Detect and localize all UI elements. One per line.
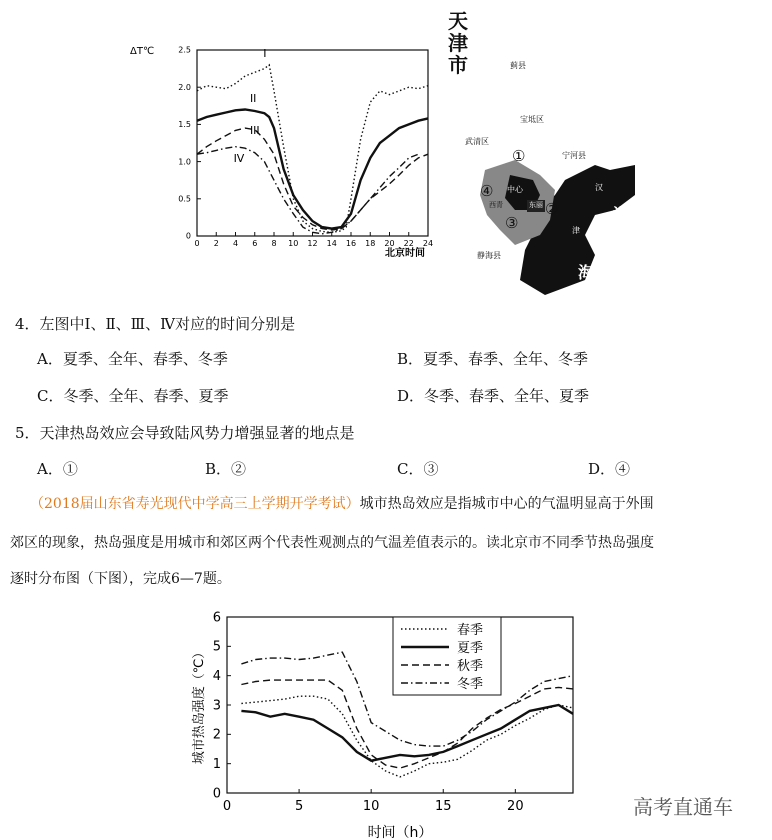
q4-option-b[interactable]: B．夏季、春季、全年、冬季 [397, 350, 589, 368]
q5-option-b[interactable]: B．② [205, 460, 247, 478]
f1-xlabel: 北京时间 [385, 248, 425, 259]
map-label-ninghe: 宁河县 [562, 151, 586, 160]
f1-xtick-label-10: 20 [384, 239, 395, 248]
f1-frame [197, 50, 428, 236]
passage-text-1: 城市热岛效应是指城市中心的气温明显高于外围 [359, 496, 654, 512]
map-label-bo: 渤 [613, 205, 630, 224]
watermark: 高考直通车 [633, 795, 733, 819]
f1-series-label-2: III [249, 124, 260, 138]
f1-ytick-label-5: 2.5 [178, 45, 191, 55]
f1-series-0 [197, 65, 428, 232]
f1-ytick-label-4: 2.0 [178, 82, 191, 92]
f1-ytick-label-2: 1.0 [178, 157, 191, 167]
map-title: 天津市 [448, 9, 468, 77]
f1-series-label-0: I [263, 47, 267, 61]
f2-xlabel: 时间（h） [367, 825, 433, 840]
f1-xtick-label-11: 22 [403, 239, 414, 248]
f1-series-label-1: II [249, 92, 257, 106]
f1-series-2 [197, 128, 428, 230]
f1-xtick-label-2: 4 [232, 239, 239, 248]
f1-xtick-label-3: 6 [252, 239, 258, 248]
f2-ylabel: 城市热岛强度（℃） [192, 645, 207, 765]
f1-xtick-label-9: 18 [365, 239, 376, 248]
f1-ylabel: ΔT℃ [130, 46, 155, 57]
map-label-baodi: 宝坻区 [520, 115, 544, 124]
f2-legend-label-2: 秋季 [457, 659, 484, 674]
f2-legend-label-0: 春季 [457, 623, 484, 638]
f1-series-label-3: IV [233, 152, 245, 166]
f2-xtick-label-1: 5 [294, 799, 304, 814]
f1-xtick-label-1: 2 [213, 239, 219, 248]
f2-legend-label-1: 夏季 [457, 641, 484, 656]
q5-option-d[interactable]: D．④ [588, 460, 631, 478]
f1-series-1 [197, 110, 428, 229]
map-label-xiqing: 西青 [489, 201, 503, 209]
f1-xtick-label-12: 24 [422, 239, 434, 248]
q5-option-a[interactable]: A．① [37, 460, 78, 478]
f1-xtick-label-7: 14 [326, 239, 337, 248]
f1-ytick-label-0: 0 [185, 231, 191, 241]
f2-ytick-label-6: 6 [212, 610, 221, 626]
f1-xtick-label-5: 10 [288, 239, 299, 248]
f2-xtick-label-2: 10 [362, 799, 380, 814]
f1-xtick-label-0: 0 [194, 239, 200, 248]
passage-line-3: 逐时分布图（下图），完成6—7题。 [10, 571, 231, 587]
map-label-dongli: 东丽 [529, 201, 543, 209]
question-4-stem: 4．左图中Ⅰ、Ⅱ、Ⅲ、Ⅳ对应的时间分别是 [15, 315, 296, 333]
passage-line-1 [30, 494, 654, 514]
f2-xtick-label-4: 20 [507, 799, 524, 814]
map-label-han: 汉 [595, 183, 603, 192]
f2-ytick-label-3: 3 [212, 698, 221, 714]
passage-line-2: 郊区的现象，热岛强度是用城市和郊区两个代表性观测点的气温差值表示的。读北京市不同季节热岛强度 [10, 535, 654, 551]
map-label-center: 中心 [507, 185, 523, 194]
q4-option-c[interactable]: C．冬季、全年、春季、夏季 [37, 387, 229, 405]
f2-series-0 [241, 696, 573, 777]
map-label-jin: 津 [572, 226, 580, 235]
question-5-stem: 5．天津热岛效应会导致陆风势力增强显著的地点是 [15, 424, 355, 442]
f1-xtick-label-6: 12 [307, 239, 318, 248]
f1-ytick-label-1: 0.5 [178, 194, 191, 204]
figure1-chart [125, 40, 435, 265]
f1-xtick-label-8: 16 [345, 239, 357, 248]
figure2-chart [185, 605, 595, 840]
map-label-wuqing: 武清区 [465, 137, 489, 146]
f2-xtick-label-0: 0 [222, 799, 232, 814]
map-label-jinghai: 静海县 [477, 251, 501, 260]
map-marker-3: ③ [505, 214, 519, 232]
f2-ytick-label-4: 4 [212, 669, 221, 684]
map-label-hai: 海 [578, 263, 595, 282]
map-marker-1: ① [512, 147, 526, 165]
f1-series-3 [197, 147, 418, 234]
f1-xtick-label-4: 8 [271, 239, 277, 248]
f2-xtick-label-3: 15 [434, 799, 452, 814]
map-marker-4: ④ [480, 182, 494, 200]
q4-option-a[interactable]: A．夏季、全年、春季、冬季 [37, 350, 228, 368]
q4-option-d[interactable]: D．冬季、春季、全年、夏季 [397, 387, 590, 405]
f2-ytick-label-0: 0 [212, 786, 221, 802]
passage-source: （2018届山东省寿光现代中学高三上学期开学考试） [30, 496, 360, 512]
f2-legend-label-3: 冬季 [457, 677, 484, 692]
tianjin-map [445, 10, 645, 300]
f1-ytick-label-3: 1.5 [178, 120, 191, 130]
map-label-jixian: 蓟县 [510, 61, 526, 70]
map-marker-2: ② [545, 200, 559, 218]
f2-series-1 [241, 705, 573, 761]
f2-ytick-label-5: 5 [212, 639, 221, 655]
f2-ytick-label-1: 1 [212, 757, 221, 772]
q5-option-c[interactable]: C．③ [397, 460, 439, 478]
f2-ytick-label-2: 2 [212, 727, 221, 743]
